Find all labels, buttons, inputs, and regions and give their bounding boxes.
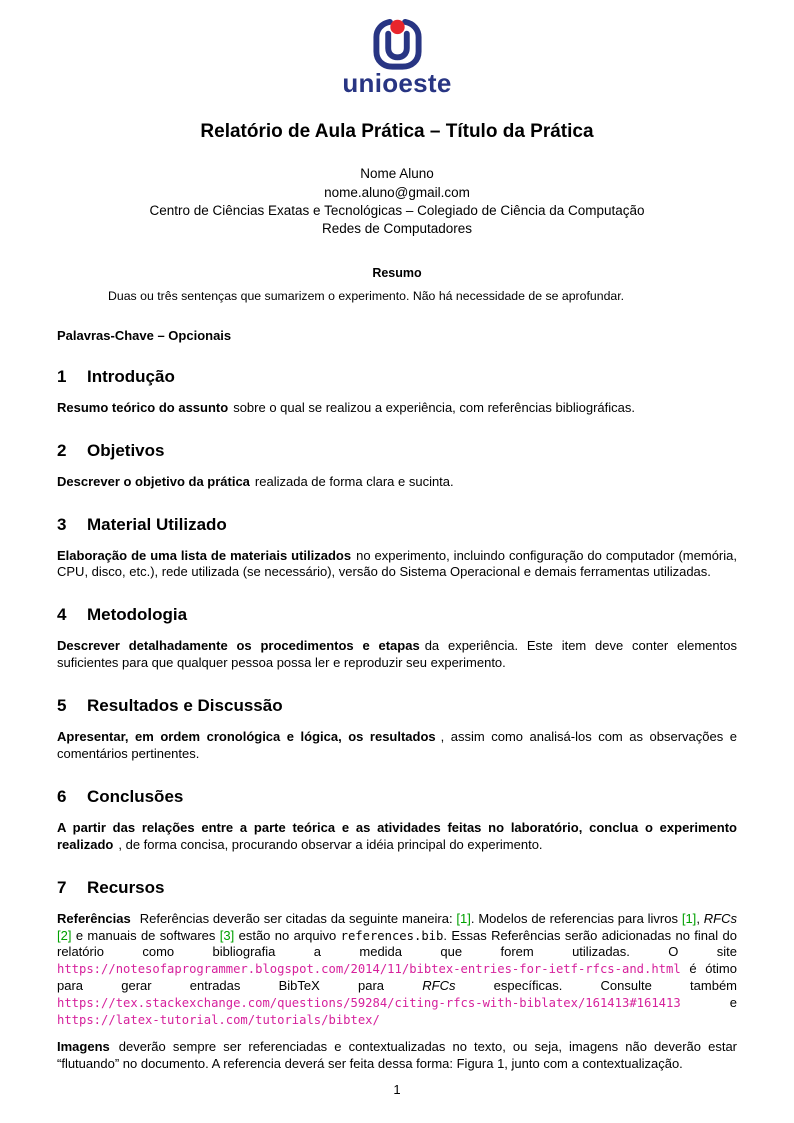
abstract-text: Duas ou três sentenças que sumarizem o experimento. Não há necessidade de se aprofundar. xyxy=(108,288,625,303)
affiliation-line: Centro de Ciências Exatas e Tecnológicas – Colegiado de Ciência da Computação xyxy=(149,203,645,219)
paragraph-lead: Imagens xyxy=(57,1038,110,1054)
paragraph-text: sobre o qual se realizou a experiência, com referências bibliográficas. xyxy=(233,399,635,415)
paragraph-text: da experiência. Este item deve conter elementos suficientes para que qualquer pessoa possa ler e reproduzir seu experimento. xyxy=(57,638,737,671)
imagens-paragraph xyxy=(57,1039,737,1073)
paragraph-text: estão no arquivo xyxy=(234,927,341,943)
inline-code: references.bib xyxy=(340,928,444,943)
author-name: Nome Aluno xyxy=(360,166,434,182)
url-link[interactable]: https://latex-tutorial.com/tutorials/bibtex/ xyxy=(57,1012,380,1027)
abstract-heading: Resumo xyxy=(372,265,422,280)
paragraph-text: . Essas Referências serão adicionadas no final do relatório como bibliografia a medida que forem utilizadas. O site xyxy=(57,927,737,960)
abstract-section xyxy=(57,266,737,305)
section-2-heading xyxy=(57,441,737,461)
paragraph-text: e xyxy=(680,995,737,1011)
section-number: 5 xyxy=(57,696,67,716)
course-line: Redes de Computadores xyxy=(321,221,473,237)
section-3-heading xyxy=(57,515,737,535)
author-email: nome.aluno@gmail.com xyxy=(324,184,470,200)
keywords-line: Palavras-Chave – Opcionais xyxy=(57,327,232,343)
section-number: 4 xyxy=(57,605,67,625)
paragraph-lead: Referências xyxy=(57,910,131,926)
section-number: 3 xyxy=(57,514,67,534)
citation-link[interactable]: [1] xyxy=(456,910,471,926)
section-5-heading xyxy=(57,696,737,716)
section-title: Conclusões xyxy=(87,786,184,806)
section-1-paragraph xyxy=(57,400,737,417)
paragraph-text: Referências deverão ser citadas da seguinte maneira: xyxy=(139,910,457,926)
paragraph-text: deverão sempre ser referenciadas e contextualizadas no texto, ou seja, imagens não deverão estar “flutuando” no documento. A referencia deverá ser feita dessa forma: Figura 1, junto com a contextualização. xyxy=(57,1038,737,1071)
section-6-heading xyxy=(57,787,737,807)
paragraph-text: , de forma concisa, procurando observar a idéia principal do experimento. xyxy=(118,836,543,852)
section-title: Objetivos xyxy=(87,440,165,460)
section-number: 6 xyxy=(57,786,67,806)
url-link[interactable]: https://tex.stackexchange.com/questions/59284/citing-rfcs-with-biblatex/161413#161413 xyxy=(57,996,681,1011)
paragraph-lead: Elaboração de uma lista de materiais utilizados xyxy=(57,547,352,563)
unioeste-wordmark: unioeste xyxy=(342,68,452,98)
paragraph-text: . Modelos de referencias para livros xyxy=(470,910,682,926)
paragraph-text: é ótimo para gerar entradas BibTeX para xyxy=(57,961,737,994)
page-number: 1 xyxy=(393,1082,401,1097)
unioeste-logo xyxy=(57,16,737,97)
author-block xyxy=(57,165,737,238)
paragraph-lead: Apresentar, em ordem cronológica e lógica, os resultados xyxy=(57,729,436,745)
section-number: 7 xyxy=(57,877,67,897)
section-7-heading xyxy=(57,878,737,898)
document-title: Relatório de Aula Prática – Título da Prática xyxy=(200,121,594,143)
section-4-paragraph xyxy=(57,638,737,672)
citation-link[interactable]: [3] xyxy=(219,927,235,943)
paragraph-lead: Resumo teórico do assunto xyxy=(57,399,229,415)
section-number: 1 xyxy=(57,366,67,386)
paragraph-text: , assim como analisá-los com as observações e comentários pertinentes. xyxy=(57,729,737,761)
citation-link[interactable]: [2] xyxy=(57,927,72,943)
url-link[interactable]: https://notesofaprogrammer.blogspot.com/2014/11/bibtex-entries-for-ietf-rfcs-and.html xyxy=(57,962,681,977)
paragraph-lead: Descrever o objetivo da prática xyxy=(57,473,250,489)
section-5-paragraph xyxy=(57,729,737,763)
emphasis-text: RFCs xyxy=(422,978,456,994)
section-2-paragraph xyxy=(57,474,737,491)
section-title: Recursos xyxy=(87,877,165,897)
paragraph-text: específicas. Consulte também xyxy=(455,978,737,994)
section-3-paragraph xyxy=(57,548,737,582)
section-6-paragraph xyxy=(57,820,737,854)
paragraph-lead: A partir das relações entre a parte teórica e as atividades feitas no laboratório, conclua o experimento realizado xyxy=(57,819,737,852)
section-4-heading xyxy=(57,605,737,625)
citation-link[interactable]: [1] xyxy=(681,910,697,926)
paragraph-lead: Descrever detalhadamente os procedimentos e etapas xyxy=(57,638,420,654)
unioeste-emblem-icon xyxy=(369,16,426,70)
section-1-heading xyxy=(57,367,737,387)
emphasis-text: RFCs xyxy=(703,910,737,926)
paragraph-text: e manuais de softwares xyxy=(71,927,220,943)
paragraph-text: , xyxy=(696,910,704,926)
section-title: Introdução xyxy=(87,366,175,386)
paragraph-text: no experimento, incluindo configuração do computador (memória, CPU, disco, etc.), rede utilizada (se necessário), versão do Sistema Operacional e demais ferramentas utilizadas. xyxy=(57,547,737,580)
section-title: Resultados e Discussão xyxy=(87,696,283,716)
section-title: Material Utilizado xyxy=(87,514,227,534)
section-title: Metodologia xyxy=(87,605,188,625)
paragraph-text: realizada de forma clara e sucinta. xyxy=(254,473,454,489)
referencias-paragraph xyxy=(57,911,737,1029)
section-number: 2 xyxy=(57,440,67,460)
